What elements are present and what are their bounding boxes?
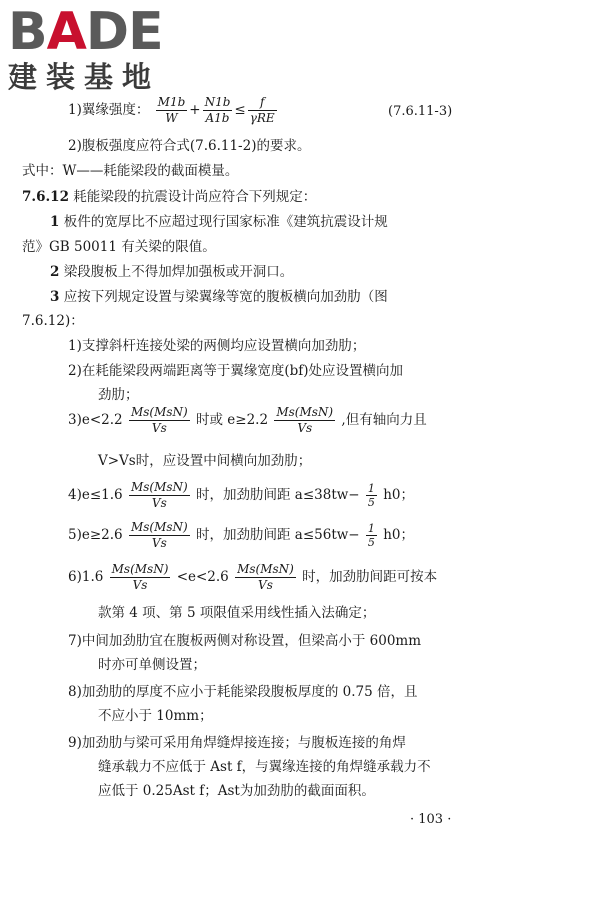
- frac-n1b-a1b: $\frac{N1b}{A1b}$: [204, 95, 231, 125]
- frac-ms-vs: $\frac{\text{Ms(MsN)}}{Vs}$: [130, 480, 188, 510]
- frac-ms-vs: $\frac{\text{Ms(MsN)}}{Vs}$: [111, 562, 169, 592]
- subitem-4: 4)e≤1.6 $\frac{\text{Ms(MsN)}}{Vs}$ 时，加劲肋间距 a≤38tw− $\frac{1}{5}$ h0；: [68, 480, 415, 510]
- flange-strength-formula: 1)翼缘强度： $\frac{M1b}{W}$ + $\frac{N1b}{A1b}$ ≤ $\frac{f}{\text{γRE}}$: [68, 95, 275, 125]
- page-number: · 103 ·: [410, 812, 452, 827]
- frac-ms-vs: $\frac{\text{Ms(MsN)}}{Vs}$: [130, 405, 188, 435]
- subitem-1: 1)支撑斜杆连接处梁的两侧均应设置横向加劲肋；: [68, 338, 366, 354]
- flange-label: 1)翼缘强度：: [68, 102, 150, 118]
- brand-logo: [8, 2, 178, 94]
- web-strength-line: 2)腹板强度应符合式(7.6.11-2)的要求。: [68, 138, 311, 154]
- section-title: 耗能梁段的抗震设计尚应符合下列规定：: [73, 189, 317, 205]
- where-line: 式中：W——耗能梁段的截面模量。: [22, 163, 239, 179]
- subitem-9-line-2: 缝承载力不应低于 Ast f，与翼缘连接的角焊缝承载力不: [98, 759, 431, 775]
- subitem-2-line-1: 2)在耗能梁段两端距离等于翼缘宽度(bf)处应设置横向加: [68, 363, 404, 379]
- frac-f-gamma: $\frac{f}{\text{γRE}}$: [249, 95, 275, 125]
- equation-number: (7.6.11-3): [388, 104, 453, 119]
- logo-brand-cn: 建装基地: [8, 60, 161, 94]
- frac-one-fifth: $\frac{1}{5}$: [367, 482, 375, 509]
- item-3-line-2: 7.6.12)：: [22, 313, 84, 329]
- item-1-line-2: 范》GB 50011 有关梁的限值。: [22, 239, 216, 255]
- frac-one-fifth: $\frac{1}{5}$: [367, 522, 375, 549]
- subitem-9-line-1: 9)加劲肋与梁可采用角焊缝焊接连接；与腹板连接的角焊: [68, 735, 406, 751]
- subitem-3-line-2: V>Vs时，应设置中间横向加劲肋；: [98, 453, 312, 469]
- logo-brand: BADE: [8, 2, 163, 62]
- subitem-6-line-2: 款第 4 项、第 5 项限值采用线性插入法确定；: [98, 605, 376, 621]
- item-3-line-1: 3 应按下列规定设置与梁翼缘等宽的腹板横向加劲肋（图: [50, 289, 388, 305]
- frac-ms-vs: $\frac{\text{Ms(MsN)}}{Vs}$: [237, 562, 294, 592]
- frac-ms-vs: $\frac{\text{Ms(MsN)}}{Vs}$: [276, 405, 334, 435]
- subitem-6-line-1: 6)1.6 $\frac{\text{Ms(MsN)}}{Vs}$ <e<2.6 $\frac{\text{Ms(MsN)}}{Vs}$ 时，加劲肋间距可按本: [68, 562, 438, 592]
- section-number: 7.6.12: [22, 189, 69, 205]
- frac-ms-vs: $\frac{\text{Ms(MsN)}}{Vs}$: [130, 520, 188, 550]
- item-1-line-1: 1 板件的宽厚比不应超过现行国家标准《建筑抗震设计规: [50, 214, 388, 230]
- subitem-7-line-2: 时亦可单侧设置；: [98, 657, 206, 673]
- frac-m1b-w: $\frac{M1b}{W}$: [157, 95, 186, 125]
- subitem-5: 5)e≥2.6 $\frac{\text{Ms(MsN)}}{Vs}$ 时，加劲肋间距 a≤56tw− $\frac{1}{5}$ h0；: [68, 520, 415, 550]
- subitem-7-line-1: 7)中间加劲肋宜在腹板两侧对称设置，但梁高小于 600mm: [68, 633, 422, 649]
- subitem-3-line-1: 3)e<2.2 $\frac{\text{Ms(MsN)}}{Vs}$ 时或 e≥2.2 $\frac{\text{Ms(MsN)}}{Vs}$ ,但有轴向力且: [68, 405, 427, 435]
- subitem-8-line-2: 不应小于 10mm；: [98, 708, 213, 724]
- subitem-9-line-3: 应低于 0.25Ast f；Ast为加劲肋的截面面积。: [98, 783, 375, 799]
- subitem-2-line-2: 劲肋；: [98, 387, 139, 403]
- section-heading: [22, 188, 316, 206]
- item-2: 2 梁段腹板上不得加焊加强板或开洞口。: [50, 264, 294, 280]
- subitem-8-line-1: 8)加劲肋的厚度不应小于耗能梁段腹板厚度的 0.75 倍，且: [68, 684, 418, 700]
